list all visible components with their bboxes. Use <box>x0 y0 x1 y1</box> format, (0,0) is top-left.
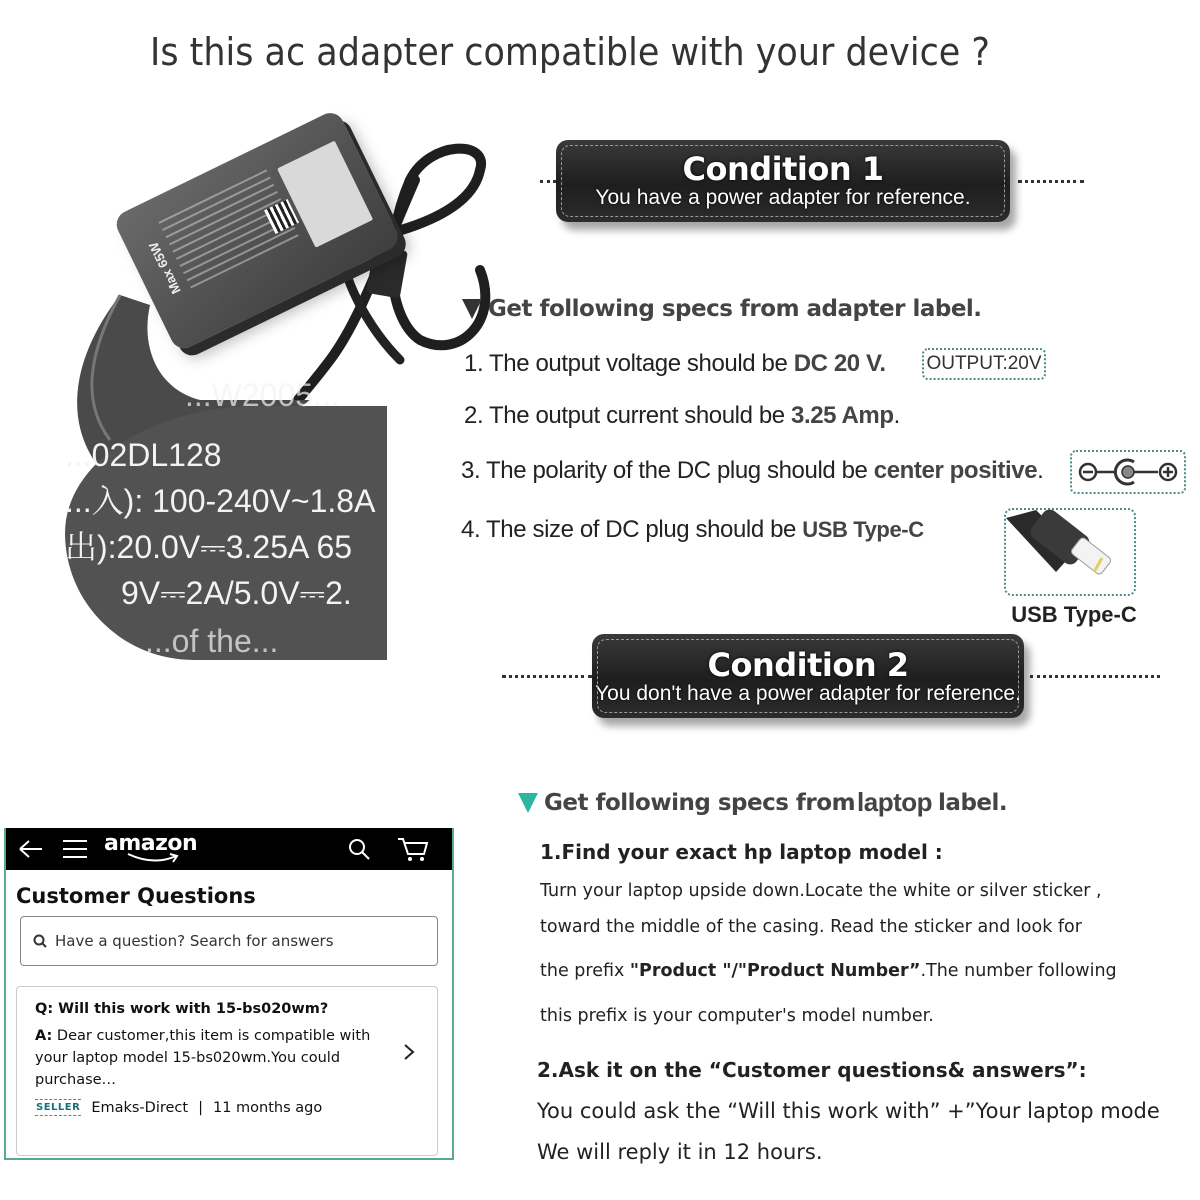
label-line: 9V⎓2A/5.0V⎓2. <box>121 575 352 611</box>
step-1-prefix-line: the prefix "Product "/"Product Number”.The number following <box>540 961 1117 981</box>
output-voltage-badge: OUTPUT:20V <box>922 348 1046 380</box>
usb-c-caption: USB Type-C <box>1011 602 1137 627</box>
label-line: ...of the... <box>145 623 279 659</box>
cart-icon[interactable] <box>398 834 428 864</box>
dotted-divider <box>502 675 592 678</box>
polarity-badge <box>1070 450 1186 494</box>
spec-plug-size: 4. The size of DC plug should be USB Type-C <box>461 516 924 543</box>
amazon-logo[interactable]: amazon <box>104 830 198 856</box>
triangle-bullet-icon <box>462 299 482 319</box>
spec-current: 2. The output current should be 3.25 Amp. <box>464 402 900 429</box>
customer-questions-title: Customer Questions <box>16 884 256 908</box>
condition-1-subtitle: You have a power adapter for reference. <box>595 186 971 209</box>
teal-triangle-bullet-icon <box>518 793 538 813</box>
usb-c-plug-image <box>1004 508 1136 596</box>
qa-card[interactable] <box>16 986 438 1156</box>
qa-question: Q: Will this work with 15-bs020wm? <box>35 1001 329 1017</box>
back-arrow-icon[interactable] <box>16 834 46 864</box>
label-line: ...02DL128 <box>65 437 222 473</box>
condition-2-heading: Get following specs from laptop label. <box>518 787 1007 818</box>
label-line: ...W2005... <box>185 377 340 413</box>
condition-2-title: Condition 2 <box>707 646 909 684</box>
condition-2-subtitle: You don't have a power adapter for reference. <box>595 682 1021 705</box>
usb-c-plug-icon <box>1006 510 1138 598</box>
answer-time: 11 months ago <box>212 1099 323 1116</box>
search-icon[interactable] <box>344 834 374 864</box>
dotted-divider <box>1030 675 1160 678</box>
step-2-line: You could ask the “Will this work with” +”Your laptop mode <box>537 1099 1160 1123</box>
condition-2-badge <box>592 634 1024 718</box>
step-1-title: 1.Find your exact hp laptop model : <box>540 840 943 864</box>
step-1-line: toward the middle of the casing. Read the sticker and look for <box>540 917 1082 937</box>
seller-name: Emaks-Direct <box>91 1099 189 1116</box>
search-icon <box>33 934 47 948</box>
condition-2-banner <box>502 634 1160 718</box>
amazon-smile-icon <box>124 852 184 864</box>
spec-polarity-value: center positive <box>873 457 1038 484</box>
page-title: Is this ac adapter compatible with your device ? <box>150 30 990 74</box>
amazon-top-bar <box>6 828 452 870</box>
spec-current-value: 3.25 Amp <box>791 402 894 429</box>
label-line-input: ...入): 100-240V~1.8A <box>65 483 376 519</box>
brick-wattage-label: Max 65W <box>145 239 184 297</box>
chevron-right-icon[interactable] <box>403 1043 415 1065</box>
spec-voltage-value: DC 20 V. <box>793 350 886 377</box>
amazon-customer-questions-screenshot <box>4 828 454 1160</box>
spec-polarity: 3. The polarity of the DC plug should be center positive. <box>461 457 1044 484</box>
qa-answer: A: Dear customer,this item is compatible with your laptop model 15-bs020wm.You could purchase… <box>35 1028 371 1088</box>
step-2-line: We will reply it in 12 hours. <box>537 1140 823 1164</box>
seller-badge: SELLER <box>35 1099 81 1116</box>
product-number-prefix: "Product "/"Product Number” <box>629 961 921 981</box>
center-positive-polarity-icon <box>1076 457 1180 487</box>
dotted-divider <box>1018 180 1084 183</box>
hamburger-menu-icon[interactable] <box>60 834 90 864</box>
condition-1-heading: Get following specs from adapter label. <box>462 296 982 322</box>
label-line-output: 出):20.0V⎓3.25A 65 <box>65 529 353 565</box>
spec-voltage: 1. The output voltage should be DC 20 V. <box>464 350 886 377</box>
condition-1-banner <box>540 140 1084 222</box>
step-1-line: Turn your laptop upside down.Locate the white or silver sticker , <box>540 881 1102 901</box>
condition-1-title: Condition 1 <box>682 150 884 188</box>
dotted-divider <box>540 180 556 183</box>
search-placeholder: Have a question? Search for answers <box>55 932 334 950</box>
adapter-label-zoom <box>65 377 387 660</box>
step-1-line: this prefix is your computer's model number. <box>540 1006 934 1026</box>
condition-1-badge <box>556 140 1010 222</box>
question-search-input[interactable] <box>20 916 438 966</box>
qa-meta: SELLER Emaks-Direct | 11 months ago <box>36 1099 323 1116</box>
step-2-title: 2.Ask it on the “Customer questions& answers”: <box>537 1058 1087 1082</box>
spec-plug-size-value: USB Type-C <box>802 517 924 542</box>
